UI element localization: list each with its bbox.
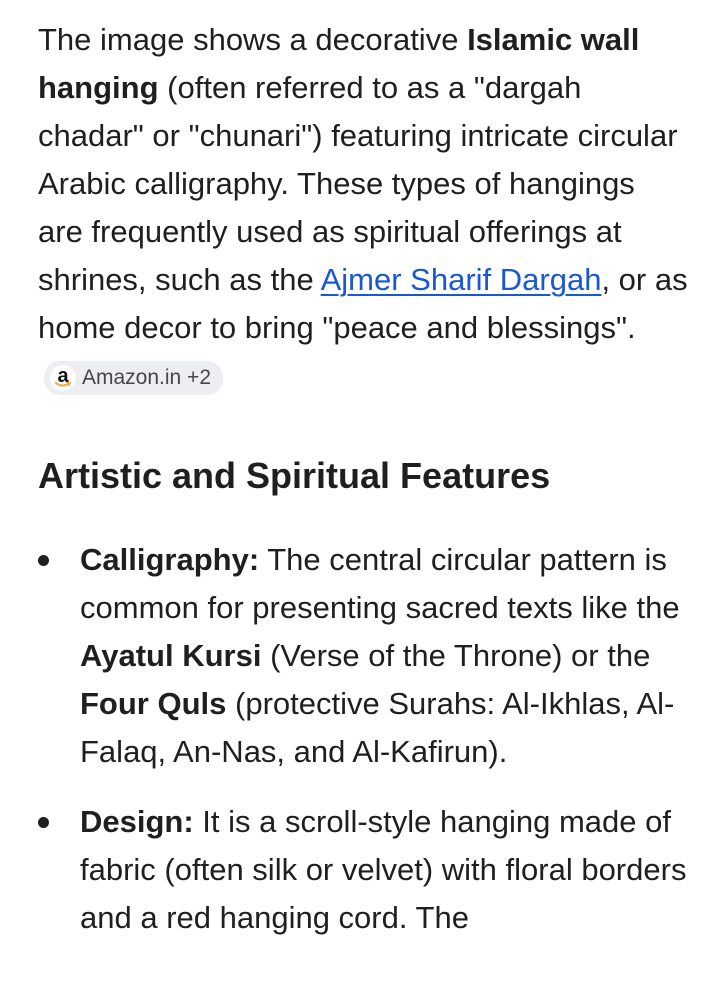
bullet-bold-term: Four Quls — [80, 686, 227, 721]
intro-text-1: The image shows a decorative — [38, 22, 468, 57]
bullet-text: The central circular pattern is common for presenting sacred texts like the — [80, 542, 680, 625]
intro-bold-term: Islamic wall hanging — [38, 22, 640, 105]
section-heading: Artistic and Spiritual Features — [38, 455, 551, 496]
source-chip[interactable] — [44, 361, 223, 395]
bullet-title: Design: — [80, 804, 194, 839]
list-item — [38, 536, 688, 776]
bullet-text: (Verse of the Throne) or the — [261, 638, 651, 673]
bullet-text: (protective Surahs: Al-Ikhlas, Al-Falaq, An-Nas, and Al-Kafirun). — [80, 686, 675, 769]
intro-text-3: , or as home decor to bring "peace and blessings". — [38, 262, 688, 345]
amazon-logo-icon: a — [50, 365, 76, 391]
intro-text-2: (often referred to as a "dargah chadar" or "chunari") featuring intricate circular Arabic calligraphy. These types of hangings are frequently used as spiritual offerings at shrines, such as the — [38, 70, 678, 297]
ai-answer-content — [38, 16, 688, 964]
bullet-title: Calligraphy: — [80, 542, 260, 577]
bullet-dot — [38, 817, 49, 828]
ajmer-sharif-dargah-link[interactable]: Ajmer Sharif Dargah — [320, 262, 602, 297]
list-item — [38, 798, 688, 942]
bullet-dot — [38, 555, 49, 566]
intro-paragraph — [38, 16, 688, 400]
features-list — [38, 536, 688, 942]
bullet-bold-term: Ayatul Kursi — [80, 638, 262, 673]
bullet-text: It is a scroll-style hanging made of fabric (often silk or velvet) with floral borders and a red hanging cord. The — [80, 804, 687, 935]
source-chip-label: Amazon.in +2 — [82, 366, 211, 389]
